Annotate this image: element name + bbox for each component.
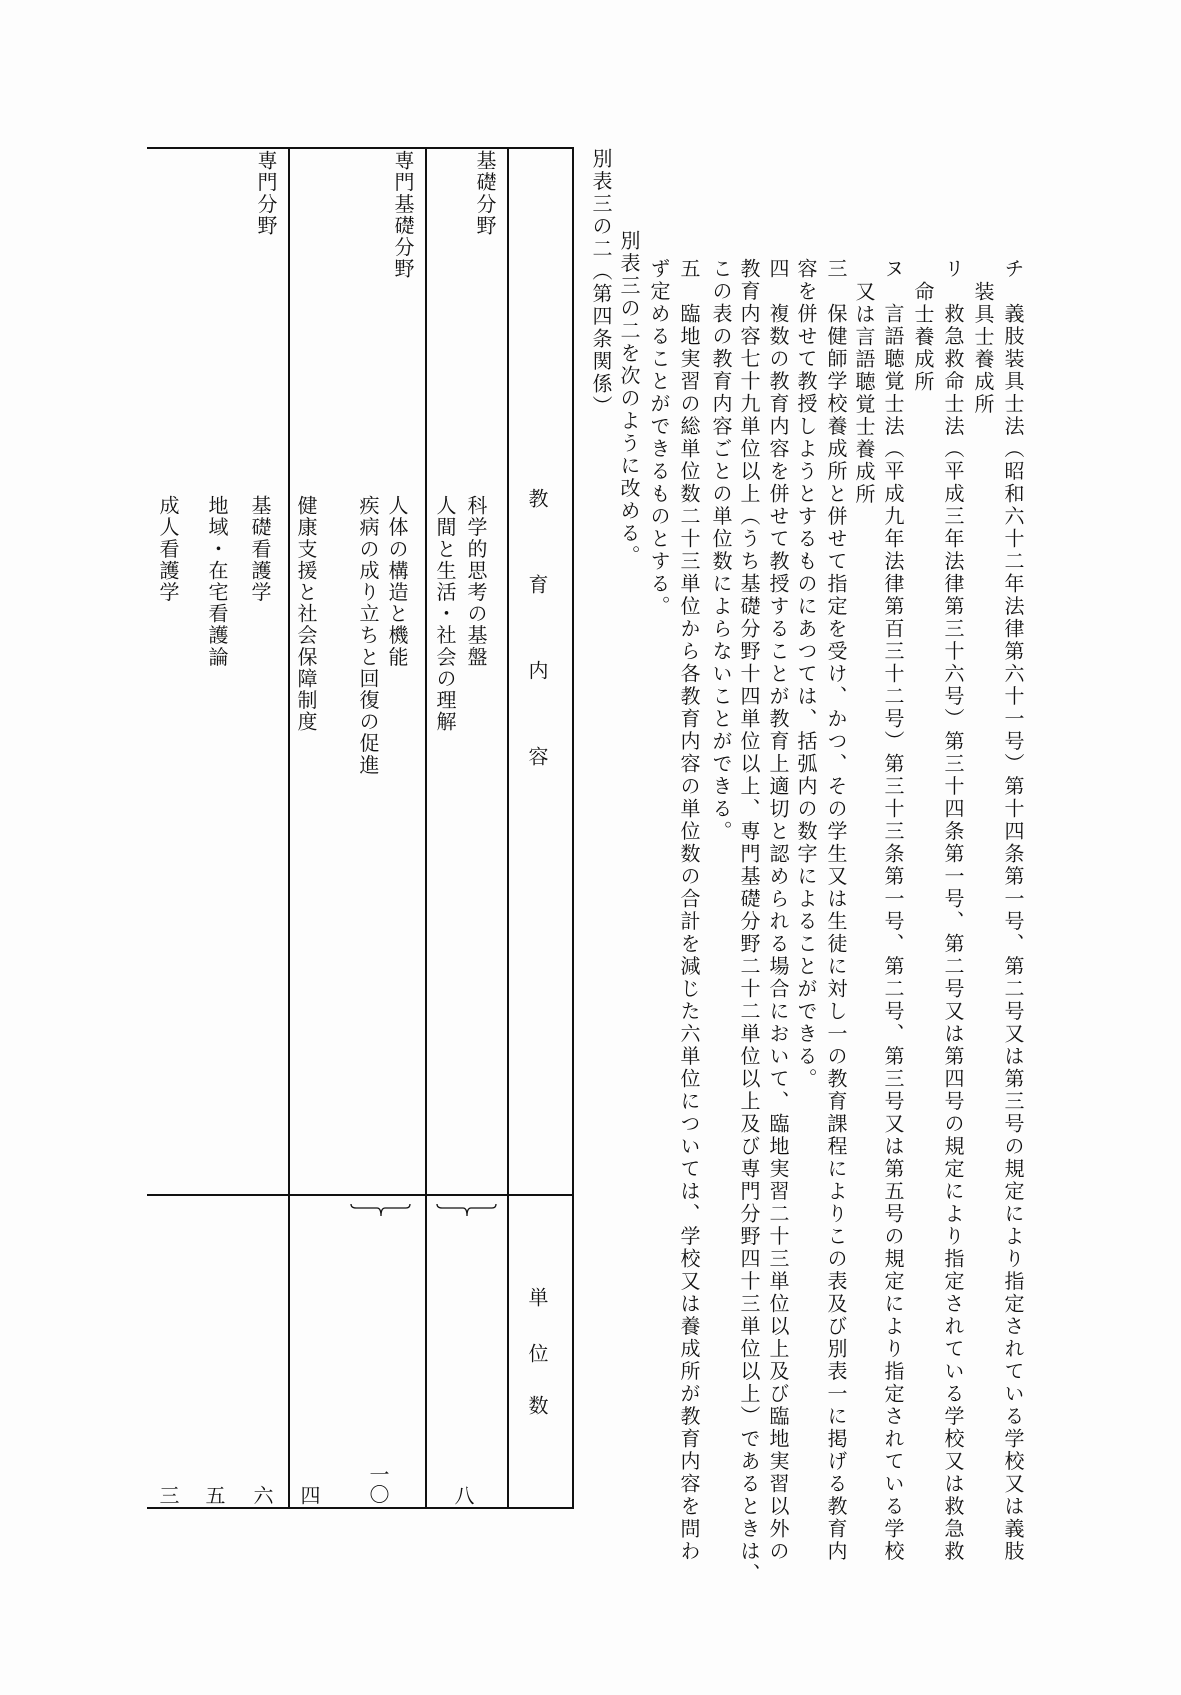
text-line-nu: ヌ 言語聴覚士法（平成九年法律第百三十二号）第三十三条第一号、第二号、第三号又は第五号の規定により指定されている学校 — [881, 258, 905, 1563]
text-line: 又は言語聴覚士養成所 — [852, 281, 876, 506]
header-content-char: 内 — [525, 660, 549, 680]
unit-value: 一〇 — [366, 1464, 390, 1504]
table-section-divider — [425, 147, 427, 1509]
brace-icon — [436, 1203, 498, 1219]
text-line-item-3: 三 保健師学校養成所と併せて指定を受け、かつ、その学生又は生徒に対し一の教育課程によりこの表及び別表一に掲げる教育内 — [824, 258, 848, 1563]
text-line: ず定めることができるものとする。 — [647, 258, 671, 618]
table-top-border — [147, 147, 574, 149]
unit-value: 三 — [156, 1485, 180, 1505]
text-line-item-4: 四 複数の教育内容を併せて教授することが教育上適切と認められる場合において、臨地実習二十三単位以上及び臨地実習以外の — [766, 258, 790, 1563]
header-content-char: 育 — [525, 574, 549, 594]
content-item: 健康支援と社会保障制度 — [294, 495, 318, 733]
header-units-char: 単 — [525, 1287, 549, 1307]
table-divider-units — [147, 1194, 574, 1196]
unit-value: 六 — [250, 1485, 274, 1505]
text-line-item-5: 五 臨地実習の総単位数二十三単位から各教育内容の単位数の合計を減じた六単位については、学校又は養成所が教育内容を問わ — [677, 258, 701, 1563]
header-content-char: 容 — [525, 746, 549, 766]
unit-value: 四 — [297, 1485, 321, 1505]
text-line: 命士養成所 — [911, 281, 935, 394]
unit-value: 五 — [202, 1485, 226, 1505]
text-line: 装具士養成所 — [971, 281, 995, 416]
content-item: 成人看護学 — [156, 495, 180, 603]
text-line: この表の教育内容ごとの単位数によらないことができる。 — [709, 258, 733, 843]
brace-icon — [350, 1203, 412, 1219]
category-label: 専門基礎分野 — [391, 150, 415, 280]
text-line-chi: チ 義肢装具士法（昭和六十二年法律第六十一号）第十四条第一号、第二号又は第三号の規定により指定されている学校又は義肢 — [1001, 258, 1025, 1563]
table-right-border — [572, 147, 574, 1509]
content-item: 基礎看護学 — [248, 495, 272, 603]
header-content-char: 教 — [525, 488, 549, 508]
unit-value: 八 — [451, 1485, 475, 1505]
text-line-ri: リ 救急救命士法（平成三年法律第三十六号）第三十四条第一号、第二号又は第四号の規定により指定されている学校又は救急救 — [941, 258, 965, 1563]
text-line: 容を併せて教授しようとするものにあつては、括弧内の数字によることができる。 — [794, 258, 818, 1091]
amendment-statement: 別表三の二を次のように改める。 — [617, 230, 641, 568]
table-caption: 別表三の二（第四条関係） — [589, 148, 613, 418]
table-section-divider — [288, 147, 290, 1509]
table-header-divider — [507, 147, 509, 1509]
content-item: 人間と生活・社会の理解 — [433, 495, 457, 733]
header-units-char: 数 — [525, 1395, 549, 1415]
content-item: 人体の構造と機能 — [385, 495, 409, 668]
content-item: 地域・在宅看護論 — [205, 495, 229, 668]
category-label: 基礎分野 — [473, 150, 497, 237]
content-item: 疾病の成り立ちと回復の促進 — [356, 495, 380, 776]
header-units-char: 位 — [525, 1343, 549, 1363]
text-line: 教育内容七十九単位以上（うち基礎分野十四単位以上、専門基礎分野二十二単位以上及び専門分野四十三単位以上）であるときは、 — [737, 258, 761, 1586]
table-bottom-border — [147, 1507, 574, 1509]
content-item: 科学的思考の基盤 — [464, 495, 488, 668]
category-label: 専門分野 — [254, 150, 278, 237]
